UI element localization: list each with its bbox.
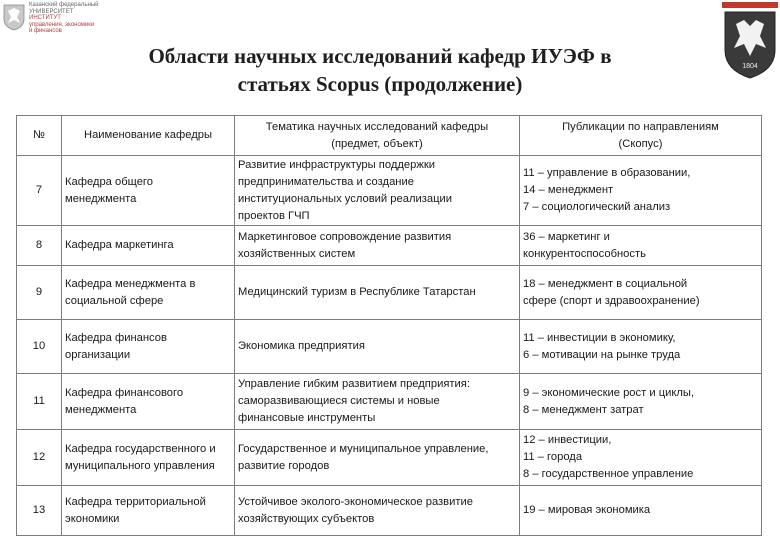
title-line-2: статьях Scopus (продолжение): [237, 72, 523, 96]
publication-line: конкурентоспособность: [523, 247, 646, 260]
department-line: Кафедра территориальной: [65, 495, 206, 508]
university-logo: [2, 2, 132, 35]
publications-cell: [520, 226, 762, 266]
topic-line: Маркетинговое сопровождение развития: [238, 230, 452, 243]
table-row: [17, 320, 762, 374]
header-topic-line-1: Тематика научных исследований кафедры: [265, 120, 489, 133]
topic-line: финансовые инструменты: [238, 412, 376, 424]
publication-line: 11 – управление в образовании,: [523, 167, 691, 179]
department-line: Кафедра маркетинга: [65, 239, 174, 251]
publication-line: 19 – мировая экономика: [523, 504, 651, 516]
topic-cell: [235, 226, 520, 266]
header-topic-line-2: (предмет, объект): [331, 137, 423, 150]
publication-line: 11 – инвестиции в экономику,: [523, 331, 676, 344]
row-number: 12: [17, 430, 62, 486]
page-title: [60, 42, 700, 98]
publication-line: 12 – инвестиции,: [523, 434, 612, 446]
department-line: менеджмента: [65, 403, 137, 416]
publication-line: 6 – мотивации на рынке труда: [523, 348, 681, 361]
department-line: экономики: [65, 512, 120, 525]
publication-line: 36 – маркетинг и: [523, 230, 610, 243]
publication-line: 8 – менеджмент затрат: [523, 403, 644, 416]
department-cell: [62, 320, 235, 374]
table-row: [17, 266, 762, 320]
logo-line-5: и финансов: [29, 28, 62, 35]
topic-line: институциональных условий реализации: [238, 192, 452, 205]
topic-line: Медицинский туризм в Республике Татарстан: [238, 286, 476, 298]
header-topic: [235, 116, 520, 156]
publications-cell: [520, 374, 762, 430]
department-line: муниципального управления: [65, 459, 215, 472]
publication-line: 9 – экономические рост и циклы,: [523, 386, 695, 399]
topic-line: хозяйствующих субъектов: [238, 512, 375, 525]
department-line: Кафедра менеджмента в: [65, 277, 196, 290]
topic-cell: [235, 486, 520, 536]
topic-line: хозяйственных систем: [238, 247, 356, 260]
publication-line: 7 – социологический анализ: [523, 201, 671, 213]
topic-cell: [235, 266, 520, 320]
publications-cell: [520, 486, 762, 536]
row-number: 9: [17, 266, 62, 320]
table-row: [17, 430, 762, 486]
logo-line-2: УНИВЕРСИТЕТ: [29, 8, 74, 15]
header-department: Наименование кафедры: [62, 116, 235, 156]
department-line: Кафедра государственного и: [65, 442, 216, 455]
publications-cell: [520, 156, 762, 226]
department-line: Кафедра общего: [65, 175, 153, 188]
topic-line: предпринимательства и создание: [238, 175, 414, 188]
publications-cell: [520, 320, 762, 374]
publications-cell: [520, 266, 762, 320]
row-number: 11: [17, 374, 62, 430]
topic-cell: [235, 320, 520, 374]
table-row: [17, 374, 762, 430]
topic-line: проектов ГЧП: [238, 209, 310, 222]
table-header-row: [17, 116, 762, 156]
department-line: организации: [65, 348, 131, 361]
department-line: менеджмента: [65, 192, 137, 205]
row-number: 13: [17, 486, 62, 536]
table-row: [17, 156, 762, 226]
row-number: 8: [17, 226, 62, 266]
research-areas-table: [16, 115, 762, 536]
department-cell: [62, 430, 235, 486]
topic-line: Управление гибким развитием предприятия:: [238, 378, 470, 390]
department-line: социальной сфере: [65, 294, 164, 307]
table-row: [17, 226, 762, 266]
publication-line: 18 – менеджмент в социальной: [523, 277, 688, 290]
department-cell: [62, 486, 235, 536]
header-pubs-line-2: (Скопус): [618, 137, 663, 150]
department-cell: [62, 156, 235, 226]
publication-line: 11 – города: [523, 451, 583, 463]
topic-cell: [235, 374, 520, 430]
department-cell: [62, 374, 235, 430]
logo-text: [29, 2, 98, 35]
logo-line-4: управления, экономики: [29, 21, 95, 28]
header-publications: [520, 116, 762, 156]
topic-line: развитие городов: [238, 459, 330, 472]
header-number: №: [17, 116, 62, 156]
topic-line: Экономика предприятия: [238, 340, 365, 352]
kfu-shield-logo-icon: [722, 2, 778, 80]
shield-year: 1804: [742, 63, 758, 70]
row-number: 10: [17, 320, 62, 374]
header-pubs-line-1: Публикации по направлениям: [562, 120, 719, 133]
publication-line: сфере (спорт и здравоохранение): [523, 294, 700, 307]
topic-line: Устойчивое эколого-экономическое развитие: [238, 495, 473, 508]
topic-line: Развитие инфраструктуры поддержки: [238, 158, 435, 171]
title-line-1: Области научных исследований кафедр ИУЭФ в: [148, 44, 612, 68]
department-cell: [62, 226, 235, 266]
publication-line: 8 – государственное управление: [523, 468, 694, 480]
logo-line-1: Казанский федеральный: [29, 2, 99, 8]
topic-cell: [235, 156, 520, 226]
topic-cell: [235, 430, 520, 486]
department-line: Кафедра финансового: [65, 386, 184, 399]
university-emblem-icon: [2, 3, 26, 31]
publication-line: 14 – менеджмент: [523, 184, 614, 196]
logo-line-3: ИНСТИТУТ: [29, 15, 61, 22]
department-line: Кафедра финансов: [65, 331, 167, 344]
publications-cell: [520, 430, 762, 486]
table-row: [17, 486, 762, 536]
row-number: 7: [17, 156, 62, 226]
topic-line: саморазвивающиеся системы и новые: [238, 395, 440, 407]
topic-line: Государственное и муниципальное управление,: [238, 442, 489, 455]
department-cell: [62, 266, 235, 320]
